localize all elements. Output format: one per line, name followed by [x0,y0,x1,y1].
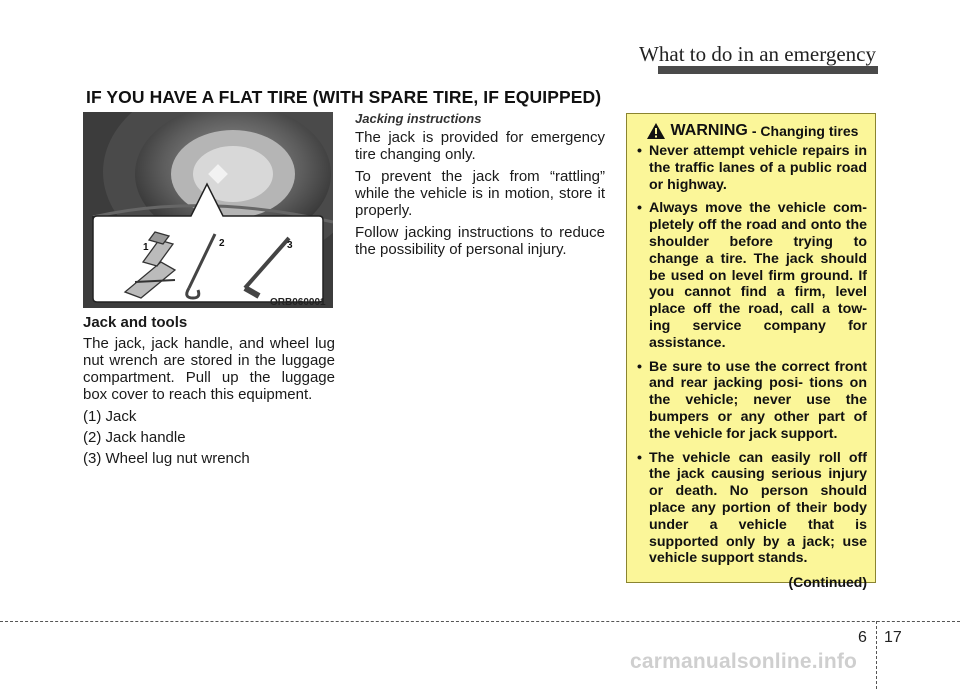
warning-item [637,359,867,443]
jack-tools-subhead: Jack and tools [83,314,188,331]
warning-list [637,143,867,567]
chapter-number: 6 [858,629,867,646]
warning-title: WARNING [670,122,748,139]
tool-item-jack: (1) Jack [83,408,137,425]
callout-3: 3 [287,240,293,251]
footer-rule [0,621,960,622]
warning-box [626,113,876,591]
middle-column [355,110,605,263]
jack-tools-body: The jack, jack handle, and wheel lug nut wrench are stored in the luggage compartment. Pull up the luggage box cover to reach this equipment. [83,335,335,403]
warning-item [637,143,867,193]
warning-triangle-icon [646,122,666,140]
callout-2: 2 [219,238,225,249]
callout-1: 1 [143,242,149,253]
watermark: carmanualsonline.info [630,650,858,673]
warning-header [637,122,867,140]
warning-text: The vehicle can easily roll off the jack causing serious injury or death. No person should place any portion of their body under a vehicle that is supported only by a jack; use vehicle support stands. [649,449,867,567]
figure-code: ORB060001 [270,297,326,308]
continued-label: (Continued) [788,574,867,591]
warning-item [637,200,867,351]
warning-text: Be sure to use the correct front and rear jacking posi- tions on the vehicle; never use the bumpers or any other part of the vehicle for jack support. [649,358,867,442]
jacking-paragraph: Follow jacking instructions to reduce the possibility of personal injury. [355,224,605,258]
bullet: • [637,358,642,375]
tools-photo [83,112,333,308]
bullet: • [637,143,642,159]
header-rule [658,66,878,74]
section-title: IF YOU HAVE A FLAT TIRE (WITH SPARE TIRE, IF EQUIPPED) [86,87,602,107]
jacking-paragraph: To prevent the jack from “rattling” while the vehicle is in motion, store it properly. [355,168,605,219]
warning-subtitle: - Changing tires [751,123,859,139]
bullet: • [637,200,642,217]
warning-text: Always move the vehicle com- pletely off the road and onto the shoulder before trying to change a tire. The jack should be used on level firm ground. If you cannot find a firm, level place off the road, call a tow- ing service company for assistance. [649,200,867,351]
bullet: • [637,449,642,466]
footer-divider [876,621,877,689]
page-number: 17 [884,629,902,646]
jacking-paragraph: The jack is provided for emergency tire changing only. [355,129,605,163]
running-header: What to do in an emergency [639,42,876,66]
warning-item [637,450,867,568]
tool-item-wrench: (3) Wheel lug nut wrench [83,450,250,467]
left-column [83,314,335,471]
warning-text: Never attempt vehicle repairs in the traffic lanes of a public road or highway. [649,143,867,193]
tool-item-handle: (2) Jack handle [83,429,186,446]
jacking-subhead: Jacking instructions [355,111,482,126]
